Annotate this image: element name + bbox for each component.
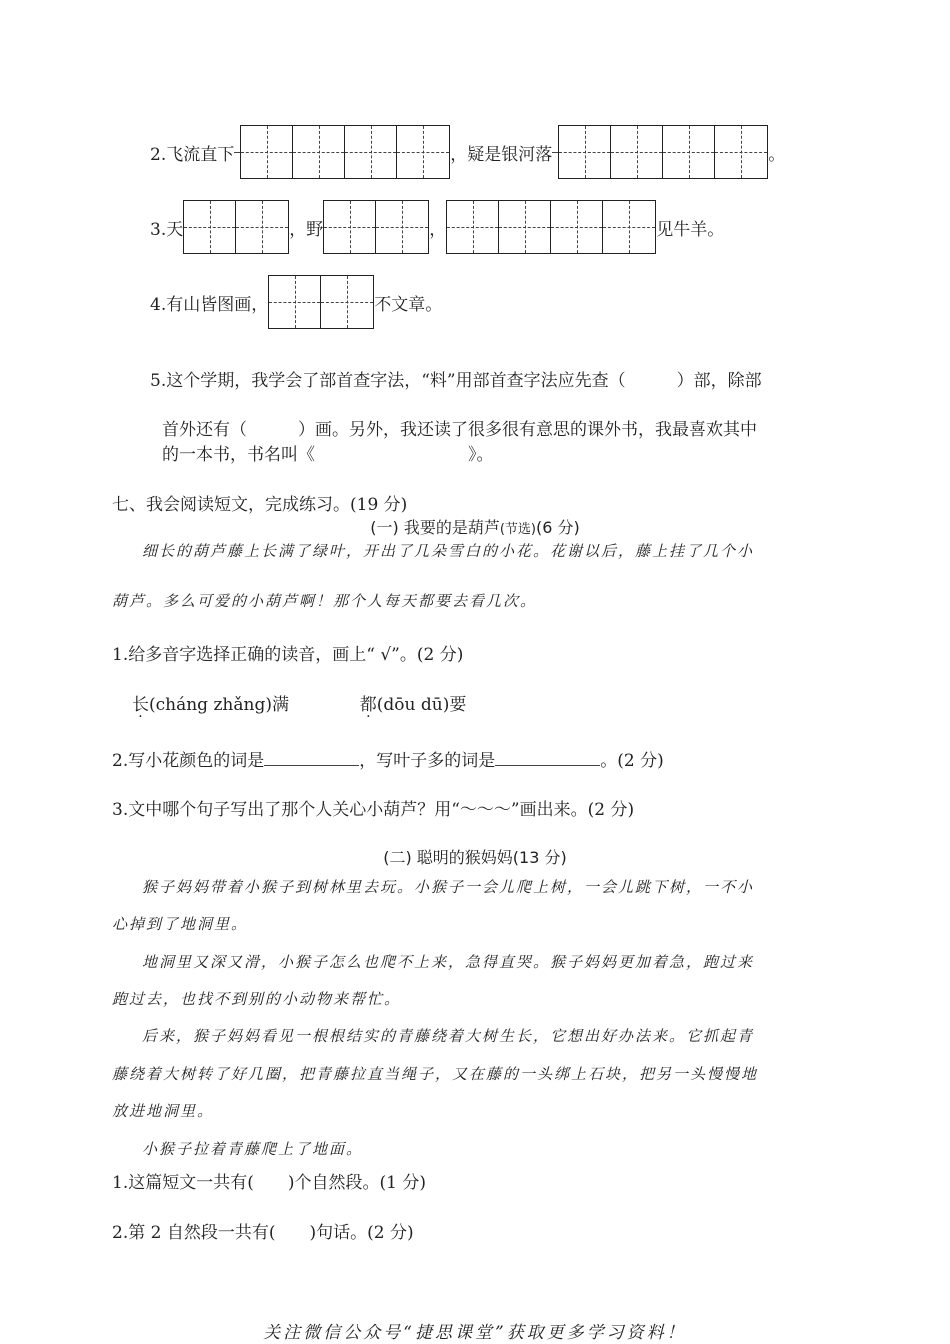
passage1-title-note: (节选)	[499, 522, 536, 537]
q2-prefix: 2.飞流直下	[150, 144, 235, 165]
pinyin2-options[interactable]: (dōu dū)	[376, 695, 450, 715]
section-heading: 七、我会阅读短文，完成练习。(19 分)	[112, 495, 408, 515]
passage2-p3b: 藤绕着大树转了好几圈，把青藤拉直当绳子，又在藤的一头绑上石块，把另一头慢慢地	[112, 1065, 759, 1083]
writing-grid-4[interactable]	[446, 200, 656, 254]
passage2-title: (二) 聪明的猴妈妈(13 分)	[383, 848, 567, 867]
fill-q3	[150, 200, 724, 254]
passage1-p1: 细长的葫芦藤上长满了绿叶，开出了几朵雪白的小花。花谢以后，藤上挂了几个小	[142, 542, 755, 560]
pinyin2-tail: 要	[449, 695, 467, 715]
fill-q2	[150, 125, 785, 179]
q4-end: 不文章。	[374, 294, 443, 315]
passage1-title	[0, 515, 950, 538]
passage1-title-text: (一) 我要的是葫芦	[370, 518, 500, 537]
q4-prefix: 4.有山皆图画，	[150, 294, 269, 315]
passage2-p2b: 跑过去，也找不到别的小动物来帮忙。	[112, 990, 402, 1008]
footer-note: 关注微信公众号“捷思课堂”获取更多学习资料！	[263, 1323, 687, 1343]
pinyin1-tail: 满	[271, 695, 289, 715]
passage2-p3a: 后来，猴子妈妈看见一根根结实的青藤绕着大树生长，它想出好办法来。它抓起青	[142, 1027, 755, 1045]
passage1-title-score: (6 分)	[535, 518, 580, 537]
passage2-p1a: 猴子妈妈带着小猴子到树林里去玩。小猴子一会儿爬上树，一会儿跳下树，一不小	[142, 878, 755, 896]
q3-prefix: 3.天	[150, 219, 184, 240]
fill-q4	[150, 275, 442, 329]
q2-part-c: 。(2 分)	[600, 751, 664, 771]
q3-end: 见牛羊。	[656, 219, 725, 240]
passage2-q2: 2.第 2 自然段一共有( )句话。(2 分)	[112, 1223, 414, 1243]
passage1-q1: 1.给多音字选择正确的读音，画上“ √”。(2 分)	[112, 645, 464, 665]
q2-end: 。	[768, 144, 786, 165]
q5-line1: 5.这个学期，我学会了部首查字法，“料”用部首查字法应先查（ ）部，除部	[150, 371, 762, 391]
pinyin1-char: 长	[132, 695, 149, 715]
passage2-p4: 小猴子拉着青藤爬上了地面。	[142, 1140, 364, 1158]
q2-part-b: ，写叶子多的词是	[359, 751, 496, 771]
q3-mid2: ，	[429, 219, 447, 240]
passage1-p2: 葫芦。多么可爱的小葫芦啊！那个人每天都要去看几次。	[112, 592, 538, 610]
passage2-p3c: 放进地洞里。	[112, 1102, 215, 1120]
answer-blank[interactable]	[264, 748, 359, 766]
passage2-q1: 1.这篇短文一共有( )个自然段。(1 分)	[112, 1173, 426, 1193]
passage1-q3: 3.文中哪个句子写出了那个人关心小葫芦？用“～～～”画出来。(2 分)	[112, 800, 635, 820]
q5-line3: 的一本书，书名叫《 》。	[162, 445, 494, 465]
writing-grid-2[interactable]	[268, 275, 374, 329]
pinyin2-char: 都	[359, 695, 377, 715]
q3-mid1: ，野	[289, 219, 324, 240]
q2-part-a: 2.写小花颜色的词是	[112, 751, 265, 771]
passage2-p1b: 心掉到了地洞里。	[112, 915, 249, 933]
writing-grid-2[interactable]	[323, 200, 429, 254]
pinyin1-options[interactable]: (cháng zhǎng)	[149, 695, 272, 715]
q5-line2: 首外还有（ ）画。另外，我还读了很多很有意思的课外书，我最喜欢其中	[162, 420, 757, 440]
passage1-q2	[112, 746, 664, 771]
writing-grid-4[interactable]	[240, 125, 450, 179]
writing-grid-4[interactable]	[558, 125, 768, 179]
answer-blank[interactable]	[495, 748, 600, 766]
pinyin-row	[132, 690, 466, 715]
passage2-p2a: 地洞里又深又滑，小猴子怎么也爬不上来，急得直哭。猴子妈妈更加着急，跑过来	[142, 953, 755, 971]
q2-mid: ，疑是银河落	[450, 144, 553, 165]
writing-grid-2[interactable]	[183, 200, 289, 254]
